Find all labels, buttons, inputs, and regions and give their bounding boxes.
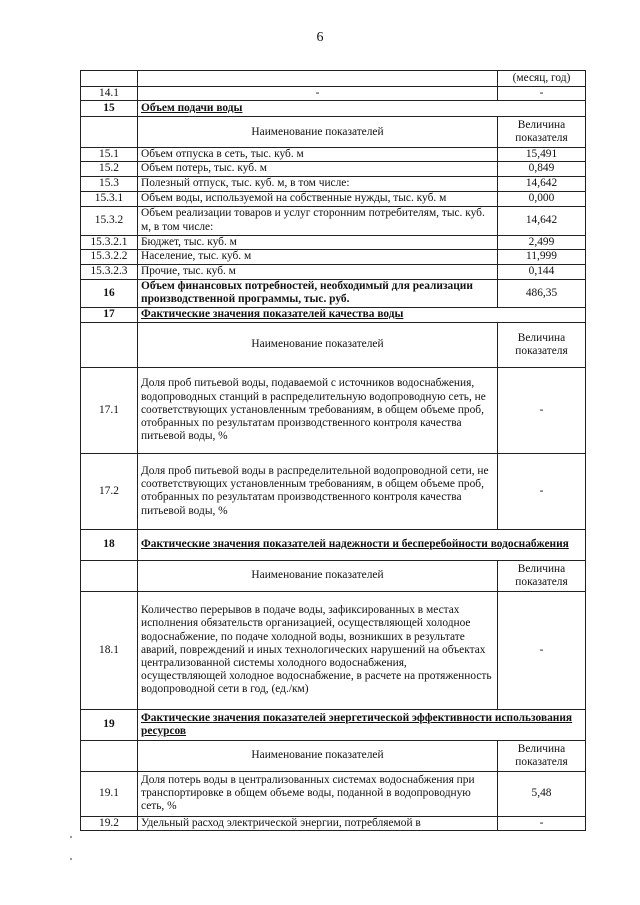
row-number [81,117,138,148]
indicator-name: Количество перерывов в подаче воды, зафиксированных в местах исполнения обязательств организацией, осуществляющей холодное водоснабжение, по подаче холодной воды, возникших в результате аварий, повреждений и иных технологических нарушений на объектах централизованной системы холодного водоснабжения, осуществляющей холодное водоснабжение, в расчете на протяженность водопроводной сети в год, (ед./км) [138,591,498,709]
row-number [81,560,138,591]
table-row [81,191,586,206]
indicator-value: 0,849 [498,162,586,176]
indicator-value: 0,144 [498,264,586,279]
indicator-name: - [138,87,498,101]
page-number: 6 [316,30,324,45]
table-row [81,101,586,117]
section-title: Фактические значения показателей качества воды [138,307,586,322]
table-row [81,249,586,264]
row-number: 15.3 [81,176,138,191]
indicator-name [138,71,498,87]
indicator-value: - [498,87,586,101]
indicator-value: - [498,816,586,830]
indicator-name: Объем финансовых потребностей, необходимый для реализации производственной программы, тыс. руб. [138,279,498,307]
table-row [81,87,586,101]
table-row [81,740,586,771]
row-number: 19.1 [81,771,138,816]
row-number: 15.3.1 [81,191,138,206]
column-header-name: Наименование показателей [138,117,498,148]
table-row [81,176,586,191]
row-number: 16 [81,279,138,307]
table-row [81,322,586,367]
row-number: 18.1 [81,591,138,709]
indicator-value: 5,48 [498,771,586,816]
indicator-value: - [498,591,586,709]
row-number: 17.1 [81,367,138,453]
column-header-name: Наименование показателей [138,740,498,771]
section-title: Объем подачи воды [138,101,586,117]
indicator-value: 2,499 [498,235,586,249]
section-title: Фактические значения показателей надежности и бесперебойности водоснабжения [138,529,586,560]
table-row [81,816,586,830]
indicator-name: Прочие, тыс. куб. м [138,264,498,279]
row-number: 19 [81,709,138,740]
table-row [81,591,586,709]
table-row [81,529,586,560]
row-number [81,322,138,367]
indicator-name: Доля потерь воды в централизованных системах водоснабжения при транспортировке в общем объеме воды, поданной в водопроводную сеть, % [138,771,498,816]
row-number: 15.3.2.3 [81,264,138,279]
row-number: 19.2 [81,816,138,830]
row-number [81,740,138,771]
indicator-value: 15,491 [498,148,586,162]
table-row [81,264,586,279]
indicator-name: Объем потерь, тыс. куб. м [138,162,498,176]
row-number: 15.1 [81,148,138,162]
table-row [81,279,586,307]
row-number: 17.2 [81,453,138,529]
table-row [81,560,586,591]
table-row [81,117,586,148]
row-number [81,71,138,87]
column-header-value: Величина показателя [498,740,586,771]
column-header-name: Наименование показателей [138,560,498,591]
indicator-name: Объем отпуска в сеть, тыс. куб. м [138,148,498,162]
section-title: Фактические значения показателей энергетической эффективности использования ресурсов [138,709,586,740]
row-number: 15.3.2.1 [81,235,138,249]
table-row [81,148,586,162]
table-row [81,162,586,176]
indicator-value: 0,000 [498,191,586,206]
indicator-name: Бюджет, тыс. куб. м [138,235,498,249]
indicator-value: 14,642 [498,206,586,235]
table-row [81,307,586,322]
table-row [81,235,586,249]
indicator-name: Полезный отпуск, тыс. куб. м, в том числе: [138,176,498,191]
row-number: 15.3.2 [81,206,138,235]
column-header-value: Величина показателя [498,117,586,148]
indicator-value: - [498,453,586,529]
scan-speck [70,858,72,860]
table-row [81,206,586,235]
row-number: 15 [81,101,138,117]
indicator-value: - [498,367,586,453]
indicator-name: Объем воды, используемой на собственные нужды, тыс. куб. м [138,191,498,206]
indicator-name: Доля проб питьевой воды в распределительной водопроводной сети, не соответствующих установленным требованиям, в общем объеме проб, отобранных по результатам производственного контроля качества питьевой воды, % [138,453,498,529]
indicator-name: Удельный расход электрической энергии, потребляемой в [138,816,498,830]
row-number: 14.1 [81,87,138,101]
column-header-value: Величина показателя [498,560,586,591]
row-number: 15.2 [81,162,138,176]
indicator-value: 11,999 [498,249,586,264]
indicator-name: Население, тыс. куб. м [138,249,498,264]
indicator-name: Доля проб питьевой воды, подаваемой с источников водоснабжения, водопроводных станций в распределительную водопроводную сеть, не соответствующих установленным требованиям, в общем объеме проб, отобранных по результатам производственного контроля качества питьевой воды, % [138,367,498,453]
table-row [81,367,586,453]
row-number: 15.3.2.2 [81,249,138,264]
scan-speck [70,836,72,838]
row-number: 18 [81,529,138,560]
row-number: 17 [81,307,138,322]
column-header-value: Величина показателя [498,322,586,367]
table-row [81,453,586,529]
indicator-value: 14,642 [498,176,586,191]
table-row [81,71,586,87]
indicator-value: (месяц, год) [498,71,586,87]
indicator-value: 486,35 [498,279,586,307]
column-header-name: Наименование показателей [138,322,498,367]
indicators-table [80,70,586,831]
table-row [81,771,586,816]
indicator-name: Объем реализации товаров и услуг сторонним потребителям, тыс. куб. м, в том числе: [138,206,498,235]
table-row [81,709,586,740]
